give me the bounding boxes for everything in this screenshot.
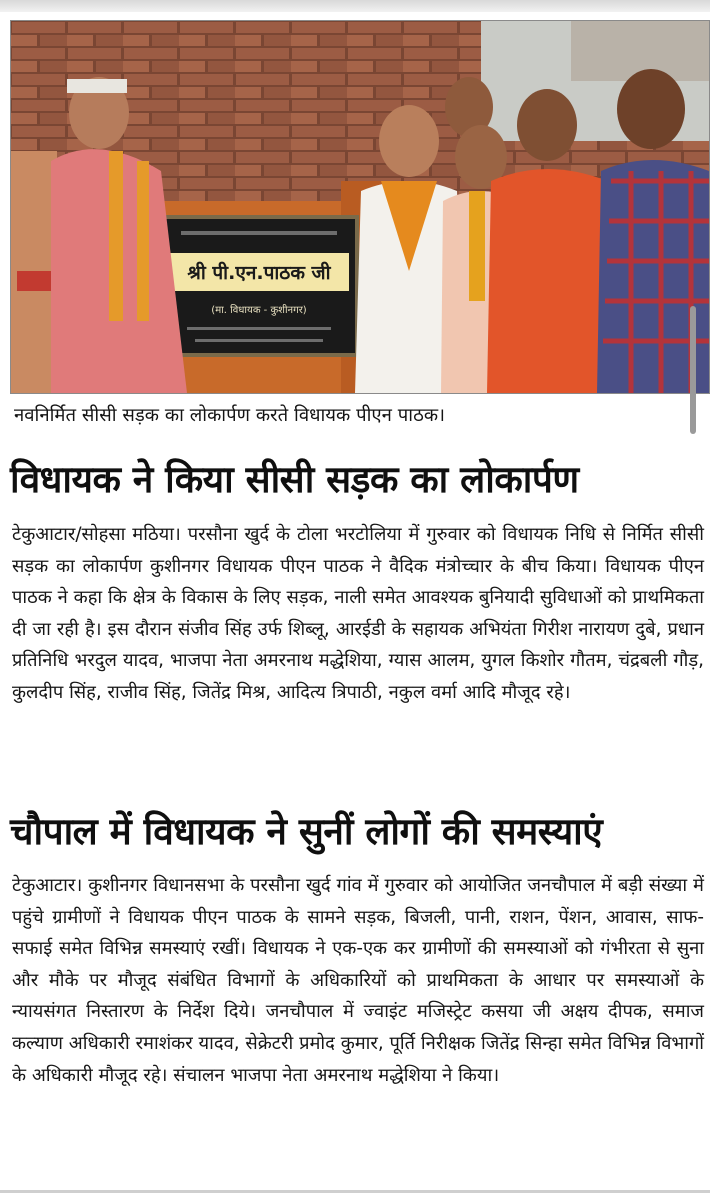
article1-headline: विधायक ने किया सीसी सड़क का लोकार्पण xyxy=(10,458,579,501)
article2-body: टेकुआटार। कुशीनगर विधानसभा के परसौना खुर्द गांव में गुरुवार को आयोजित जनचौपाल में बड़ी संख्या में पहुंचे ग्रामीणों ने विधायक पीएन पाठक के सामने सड़क, बिजली, पानी, राशन, पेंशन, आवास, साफ-सफाई समेत विभिन्न समस्याएं रखीं। विधायक ने एक-एक कर ग्रामीणों की समस्याओं को गंभीरता से सुना और मौके पर मौजूद संबंधित विभागों के अधिकारियों को प्राथमिकता के आधार पर समस्याओं के न्यायसंगत निस्तारण के निर्देश दिये। जनचौपाल में ज्वाइंट मजिस्ट्रेट कसया जी अक्षय दीपक, समाज कल्याण अधिकारी रमाशंकर यादव, सेक्रेटरी प्रमोद कुमार, पूर्ति निरीक्षक जितेंद्र सिन्हा समेत विभिन्न विभागों के अधिकारी मौजूद रहे। संचालन भाजपा नेता अमरनाथ मद्धेशिया ने किया। xyxy=(12,875,704,1086)
photo-caption: नवनिर्मित सीसी सड़क का लोकार्पण करते विधायक पीएन पाठक। xyxy=(14,405,446,426)
article1-body: टेकुआटार/सोहसा मठिया। परसौना खुर्द के टोला भरटोलिया में गुरुवार को विधायक निधि से निर्मित सीसी सड़क का लोकार्पण कुशीनगर विधायक पीएन पाठक ने वैदिक मंत्रोच्चार के बीच किया। विधायक पीएन पाठक ने कहा कि क्षेत्र के विकास के लिए सड़क, नाली समेत आवश्यक बुनियादी सुविधाओं को प्राथमिकता दी जा रही है। इस दौरान संजीव सिंह उर्फ शिब्लू, आरईडी के सहायक अभियंता गिरीश नारायण दुबे, प्रधान प्रतिनिधि भरदुल यादव, भाजपा नेता अमरनाथ मद्धेशिया, ग्यास आलम, युगल किशोर गौतम, चंद्रबली गौड़, कुलदीप सिंह, राजीव सिंह, जितेंद्र मिश्र, आदित्य त्रिपाठी, नकुल वर्मा आदि मौजूद रहे। xyxy=(12,524,704,703)
plaque-subtitle: (मा. विधायक - कुशीनगर) xyxy=(211,305,307,316)
top-edge-strip xyxy=(0,0,710,12)
article2-headline: चौपाल में विधायक ने सुनीं लोगों की समस्याएं xyxy=(10,810,603,853)
news-photo xyxy=(10,20,710,394)
photo-illustration xyxy=(11,21,709,393)
plaque-title: श्री पी.एन.पाठक जी xyxy=(187,262,331,284)
bottom-edge-line xyxy=(0,1190,710,1193)
